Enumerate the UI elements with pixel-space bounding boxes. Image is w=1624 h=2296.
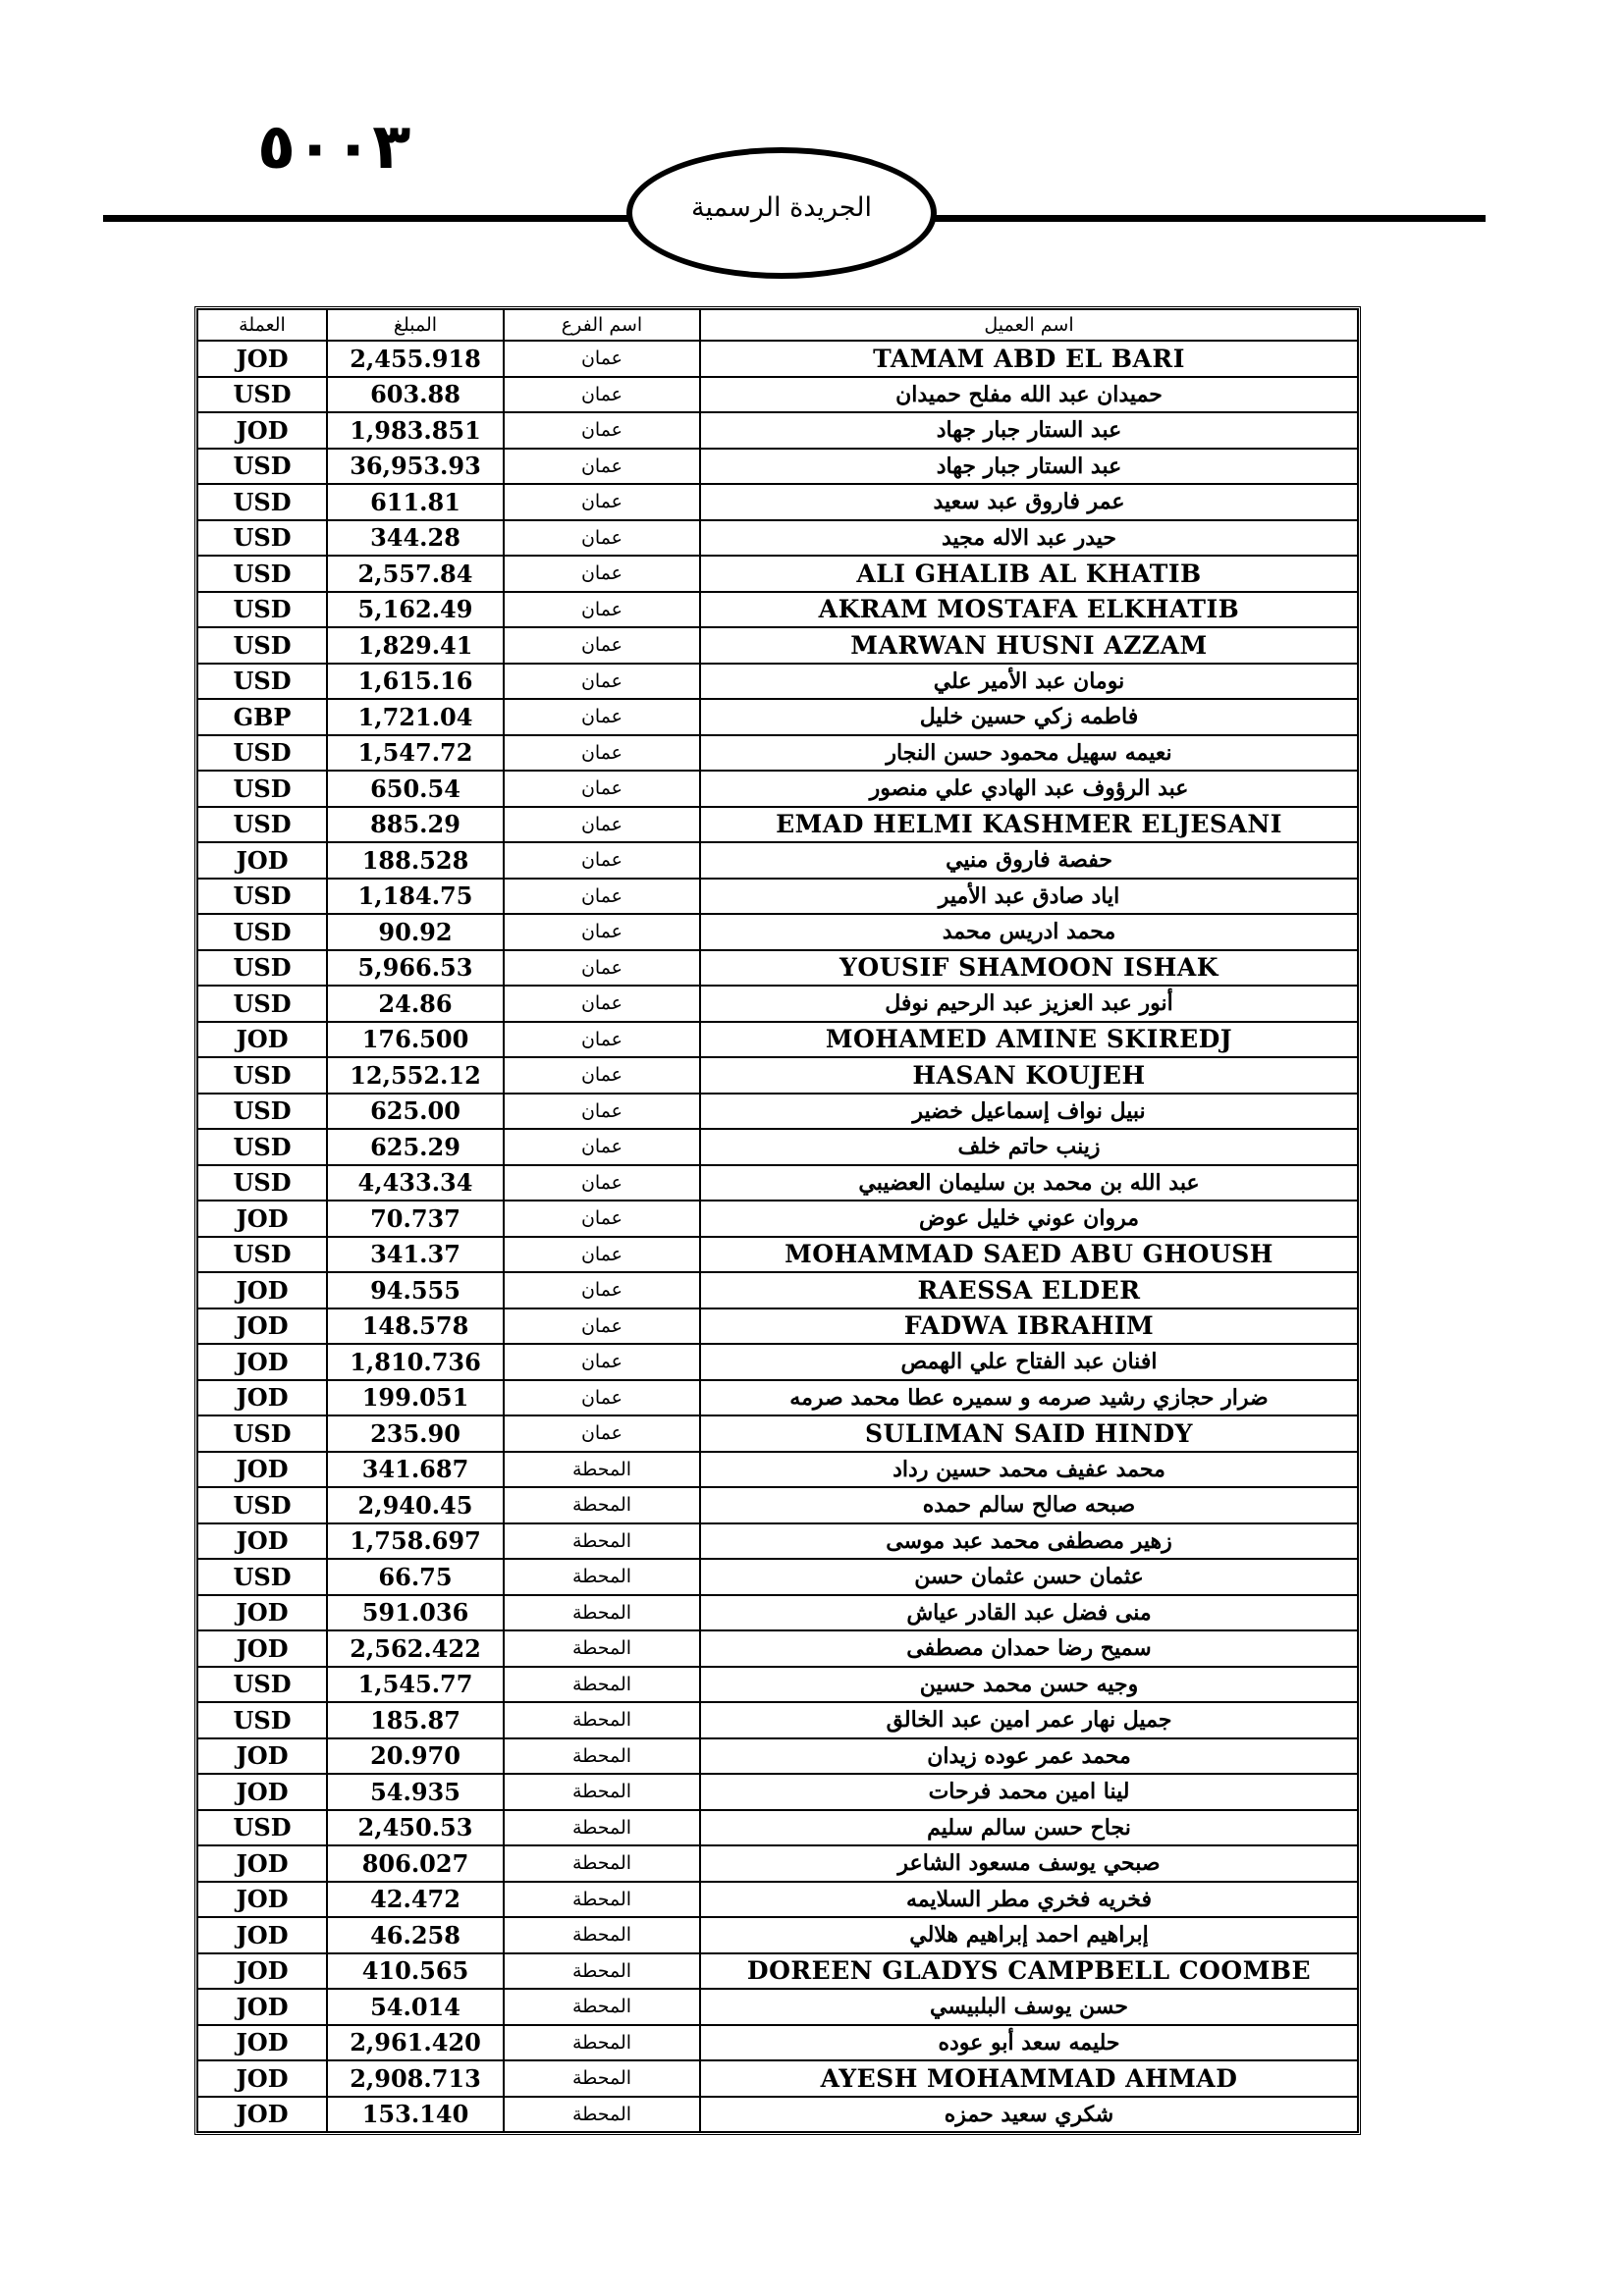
amount-cell: 12,552.12 bbox=[327, 1057, 504, 1094]
table-row bbox=[197, 556, 1358, 592]
amount-cell: 2,450.53 bbox=[327, 1810, 504, 1846]
table-row bbox=[197, 1559, 1358, 1595]
amount-cell: 625.29 bbox=[327, 1129, 504, 1165]
amount-cell: 90.92 bbox=[327, 914, 504, 950]
currency-cell: USD bbox=[197, 807, 327, 843]
header-amount: المبلغ bbox=[327, 309, 504, 341]
currency-cell: USD bbox=[197, 377, 327, 413]
currency-cell: USD bbox=[197, 520, 327, 557]
table-row bbox=[197, 1774, 1358, 1810]
table-row bbox=[197, 1380, 1358, 1416]
branch-cell: عمان bbox=[504, 914, 700, 950]
currency-cell: JOD bbox=[197, 1452, 327, 1488]
currency-cell: USD bbox=[197, 449, 327, 485]
branch-cell: المحطة bbox=[504, 1738, 700, 1775]
client-name-cell: AKRAM MOSTAFA ELKHATIB bbox=[700, 592, 1358, 628]
amount-cell: 5,966.53 bbox=[327, 950, 504, 987]
table-row bbox=[197, 807, 1358, 843]
client-name-cell: صبحه صالح سالم حمده bbox=[700, 1487, 1358, 1523]
table-row bbox=[197, 484, 1358, 520]
branch-cell: عمان bbox=[504, 771, 700, 807]
table-row bbox=[197, 1882, 1358, 1918]
amount-cell: 1,545.77 bbox=[327, 1667, 504, 1703]
amount-cell: 625.00 bbox=[327, 1094, 504, 1130]
amount-cell: 591.036 bbox=[327, 1595, 504, 1631]
table-row bbox=[197, 1022, 1358, 1058]
currency-cell: USD bbox=[197, 484, 327, 520]
currency-cell: JOD bbox=[197, 1953, 327, 1990]
client-name-cell: EMAD HELMI KASHMER ELJESANI bbox=[700, 807, 1358, 843]
table-row bbox=[197, 771, 1358, 807]
table-row bbox=[197, 341, 1358, 377]
table-row bbox=[197, 1702, 1358, 1738]
client-name-cell: صبحي يوسف مسعود الشاعر bbox=[700, 1845, 1358, 1882]
client-name-cell: سميح رضا حمدان مصطفى bbox=[700, 1630, 1358, 1667]
branch-cell: المحطة bbox=[504, 1630, 700, 1667]
currency-cell: JOD bbox=[197, 2097, 327, 2133]
branch-cell: عمان bbox=[504, 735, 700, 772]
client-name-cell: منى فضل عبد القادر عياش bbox=[700, 1595, 1358, 1631]
currency-cell: JOD bbox=[197, 412, 327, 449]
branch-cell: عمان bbox=[504, 1380, 700, 1416]
client-name-cell: حميدان عبد الله مفلح حميدان bbox=[700, 377, 1358, 413]
currency-cell: GBP bbox=[197, 699, 327, 735]
currency-cell: USD bbox=[197, 1057, 327, 1094]
branch-cell: عمان bbox=[504, 1201, 700, 1237]
table-row bbox=[197, 1237, 1358, 1273]
amount-cell: 603.88 bbox=[327, 377, 504, 413]
client-name-cell: اياد صادق عبد الأمير bbox=[700, 879, 1358, 915]
table-header-row bbox=[197, 309, 1358, 341]
amount-cell: 2,961.420 bbox=[327, 2025, 504, 2061]
amount-cell: 1,758.697 bbox=[327, 1523, 504, 1560]
client-name-cell: MARWAN HUSNI AZZAM bbox=[700, 627, 1358, 664]
client-name-cell: ALI GHALIB AL KHATIB bbox=[700, 556, 1358, 592]
table-row bbox=[197, 1630, 1358, 1667]
currency-cell: USD bbox=[197, 1702, 327, 1738]
currency-cell: USD bbox=[197, 1667, 327, 1703]
branch-cell: المحطة bbox=[504, 2060, 700, 2097]
branch-cell: عمان bbox=[504, 950, 700, 987]
table-row bbox=[197, 1272, 1358, 1308]
table-row bbox=[197, 1344, 1358, 1380]
amount-cell: 2,562.422 bbox=[327, 1630, 504, 1667]
amount-cell: 42.472 bbox=[327, 1882, 504, 1918]
amount-cell: 2,557.84 bbox=[327, 556, 504, 592]
client-name-cell: نبيل نواف إسماعيل خضير bbox=[700, 1094, 1358, 1130]
table-row bbox=[197, 592, 1358, 628]
currency-cell: JOD bbox=[197, 2060, 327, 2097]
currency-cell: JOD bbox=[197, 1738, 327, 1775]
branch-cell: عمان bbox=[504, 807, 700, 843]
currency-cell: USD bbox=[197, 1487, 327, 1523]
table-row bbox=[197, 2060, 1358, 2097]
branch-cell: عمان bbox=[504, 627, 700, 664]
branch-cell: عمان bbox=[504, 1344, 700, 1380]
branch-cell: عمان bbox=[504, 341, 700, 377]
client-name-cell: محمد عفيف محمد حسين رداد bbox=[700, 1452, 1358, 1488]
client-name-cell: AYESH MOHAMMAD AHMAD bbox=[700, 2060, 1358, 2097]
amount-cell: 24.86 bbox=[327, 986, 504, 1022]
amount-cell: 2,908.713 bbox=[327, 2060, 504, 2097]
branch-cell: عمان bbox=[504, 1272, 700, 1308]
amount-cell: 2,455.918 bbox=[327, 341, 504, 377]
branch-cell: عمان bbox=[504, 842, 700, 879]
client-name-cell: MOHAMMAD SAED ABU GHOUSH bbox=[700, 1237, 1358, 1273]
currency-cell: USD bbox=[197, 664, 327, 700]
page-number: ٥٠٠٣ bbox=[257, 111, 411, 184]
client-name-cell: جميل نهار عمر امين عبد الخالق bbox=[700, 1702, 1358, 1738]
branch-cell: عمان bbox=[504, 377, 700, 413]
table-row bbox=[197, 520, 1358, 557]
currency-cell: JOD bbox=[197, 842, 327, 879]
table-row bbox=[197, 1953, 1358, 1990]
branch-cell: المحطة bbox=[504, 1667, 700, 1703]
amount-cell: 1,721.04 bbox=[327, 699, 504, 735]
branch-cell: عمان bbox=[504, 1415, 700, 1452]
currency-cell: JOD bbox=[197, 1022, 327, 1058]
table-row bbox=[197, 1129, 1358, 1165]
branch-cell: المحطة bbox=[504, 1523, 700, 1560]
branch-cell: المحطة bbox=[504, 1810, 700, 1846]
table-row bbox=[197, 1057, 1358, 1094]
currency-cell: USD bbox=[197, 986, 327, 1022]
branch-cell: المحطة bbox=[504, 2097, 700, 2133]
branch-cell: عمان bbox=[504, 1237, 700, 1273]
client-name-cell: محمد عمر عوده زيدان bbox=[700, 1738, 1358, 1775]
amount-cell: 36,953.93 bbox=[327, 449, 504, 485]
branch-cell: المحطة bbox=[504, 1953, 700, 1990]
currency-cell: USD bbox=[197, 556, 327, 592]
client-name-cell: وجيه حسن محمد حسين bbox=[700, 1667, 1358, 1703]
currency-cell: USD bbox=[197, 1810, 327, 1846]
branch-cell: المحطة bbox=[504, 1559, 700, 1595]
table-row bbox=[197, 377, 1358, 413]
amount-cell: 153.140 bbox=[327, 2097, 504, 2133]
currency-cell: JOD bbox=[197, 1989, 327, 2025]
currency-cell: USD bbox=[197, 771, 327, 807]
currency-cell: USD bbox=[197, 1559, 327, 1595]
amount-cell: 70.737 bbox=[327, 1201, 504, 1237]
client-name-cell: زهير مصطفى محمد عبد موسى bbox=[700, 1523, 1358, 1560]
amount-cell: 199.051 bbox=[327, 1380, 504, 1416]
header-branch: اسم الفرع bbox=[504, 309, 700, 341]
amount-cell: 5,162.49 bbox=[327, 592, 504, 628]
amount-cell: 1,615.16 bbox=[327, 664, 504, 700]
branch-cell: عمان bbox=[504, 1022, 700, 1058]
client-name-cell: افنان عبد الفتاح علي الهمص bbox=[700, 1344, 1358, 1380]
table-row bbox=[197, 1810, 1358, 1846]
branch-cell: عمان bbox=[504, 592, 700, 628]
client-name-cell: حسن يوسف البلبيسي bbox=[700, 1989, 1358, 2025]
client-name-cell: HASAN KOUJEH bbox=[700, 1057, 1358, 1094]
header-currency: العملة bbox=[197, 309, 327, 341]
branch-cell: المحطة bbox=[504, 1917, 700, 1953]
client-name-cell: TAMAM ABD EL BARI bbox=[700, 341, 1358, 377]
amount-cell: 650.54 bbox=[327, 771, 504, 807]
amount-cell: 1,184.75 bbox=[327, 879, 504, 915]
client-name-cell: فخريه فخري مطر السلايمه bbox=[700, 1882, 1358, 1918]
client-name-cell: محمد ادريس محمد bbox=[700, 914, 1358, 950]
client-name-cell: SULIMAN SAID HINDY bbox=[700, 1415, 1358, 1452]
table-row bbox=[197, 699, 1358, 735]
client-name-cell: أنور عبد العزيز عبد الرحيم نوفل bbox=[700, 986, 1358, 1022]
amount-cell: 341.687 bbox=[327, 1452, 504, 1488]
currency-cell: JOD bbox=[197, 1308, 327, 1345]
branch-cell: عمان bbox=[504, 484, 700, 520]
table-row bbox=[197, 1487, 1358, 1523]
client-name-cell: YOUSIF SHAMOON ISHAK bbox=[700, 950, 1358, 987]
currency-cell: USD bbox=[197, 1165, 327, 1201]
branch-cell: عمان bbox=[504, 1165, 700, 1201]
amount-cell: 54.014 bbox=[327, 1989, 504, 2025]
amount-cell: 46.258 bbox=[327, 1917, 504, 1953]
currency-cell: JOD bbox=[197, 341, 327, 377]
table-row bbox=[197, 1738, 1358, 1775]
table-row bbox=[197, 2097, 1358, 2133]
branch-cell: المحطة bbox=[504, 1774, 700, 1810]
amount-cell: 176.500 bbox=[327, 1022, 504, 1058]
branch-cell: عمان bbox=[504, 986, 700, 1022]
header-client-name: اسم العميل bbox=[700, 309, 1358, 341]
table-body bbox=[197, 341, 1358, 2132]
table-row bbox=[197, 2025, 1358, 2061]
branch-cell: المحطة bbox=[504, 2025, 700, 2061]
unclaimed-balances-table bbox=[194, 306, 1361, 2135]
table-row bbox=[197, 842, 1358, 879]
branch-cell: المحطة bbox=[504, 1989, 700, 2025]
currency-cell: USD bbox=[197, 1094, 327, 1130]
table-row bbox=[197, 1415, 1358, 1452]
currency-cell: JOD bbox=[197, 1272, 327, 1308]
branch-cell: عمان bbox=[504, 556, 700, 592]
currency-cell: JOD bbox=[197, 1630, 327, 1667]
client-name-cell: نعيمه سهيل محمود حسن النجار bbox=[700, 735, 1358, 772]
client-name-cell: نومان عبد الأمير علي bbox=[700, 664, 1358, 700]
client-name-cell: فاطمه زكي حسين خليل bbox=[700, 699, 1358, 735]
currency-cell: JOD bbox=[197, 1344, 327, 1380]
amount-cell: 1,829.41 bbox=[327, 627, 504, 664]
table-row bbox=[197, 1845, 1358, 1882]
amount-cell: 20.970 bbox=[327, 1738, 504, 1775]
currency-cell: JOD bbox=[197, 1845, 327, 1882]
table-row bbox=[197, 879, 1358, 915]
client-name-cell: RAESSA ELDER bbox=[700, 1272, 1358, 1308]
client-name-cell: عبد الرؤوف عبد الهادي علي منصور bbox=[700, 771, 1358, 807]
table-row bbox=[197, 1667, 1358, 1703]
currency-cell: JOD bbox=[197, 1917, 327, 1953]
table-row bbox=[197, 627, 1358, 664]
branch-cell: المحطة bbox=[504, 1845, 700, 1882]
table-row bbox=[197, 412, 1358, 449]
currency-cell: JOD bbox=[197, 2025, 327, 2061]
client-name-cell: عبد الستار جبار جهاد bbox=[700, 449, 1358, 485]
amount-cell: 66.75 bbox=[327, 1559, 504, 1595]
amount-cell: 235.90 bbox=[327, 1415, 504, 1452]
amount-cell: 2,940.45 bbox=[327, 1487, 504, 1523]
table-row bbox=[197, 664, 1358, 700]
currency-cell: USD bbox=[197, 1237, 327, 1273]
branch-cell: المحطة bbox=[504, 1702, 700, 1738]
branch-cell: عمان bbox=[504, 1094, 700, 1130]
table-row bbox=[197, 1165, 1358, 1201]
client-name-cell: حيدر عبد الاله مجيد bbox=[700, 520, 1358, 557]
branch-cell: المحطة bbox=[504, 1487, 700, 1523]
table-row bbox=[197, 1989, 1358, 2025]
amount-cell: 344.28 bbox=[327, 520, 504, 557]
branch-cell: المحطة bbox=[504, 1595, 700, 1631]
table-row bbox=[197, 1452, 1358, 1488]
branch-cell: عمان bbox=[504, 1129, 700, 1165]
branch-cell: عمان bbox=[504, 412, 700, 449]
table-row bbox=[197, 1201, 1358, 1237]
table-row bbox=[197, 914, 1358, 950]
currency-cell: USD bbox=[197, 1129, 327, 1165]
currency-cell: USD bbox=[197, 879, 327, 915]
amount-cell: 185.87 bbox=[327, 1702, 504, 1738]
amount-cell: 885.29 bbox=[327, 807, 504, 843]
table-row bbox=[197, 1094, 1358, 1130]
currency-cell: USD bbox=[197, 914, 327, 950]
client-name-cell: FADWA IBRAHIM bbox=[700, 1308, 1358, 1345]
amount-cell: 4,433.34 bbox=[327, 1165, 504, 1201]
client-name-cell: DOREEN GLADYS CAMPBELL COOMBE bbox=[700, 1953, 1358, 1990]
branch-cell: عمان bbox=[504, 520, 700, 557]
client-name-cell: حليمه سعد أبو عوده bbox=[700, 2025, 1358, 2061]
amount-cell: 1,810.736 bbox=[327, 1344, 504, 1380]
amount-cell: 806.027 bbox=[327, 1845, 504, 1882]
client-name-cell: حفصة فاروق منيي bbox=[700, 842, 1358, 879]
table-row bbox=[197, 950, 1358, 987]
currency-cell: USD bbox=[197, 735, 327, 772]
currency-cell: USD bbox=[197, 950, 327, 987]
amount-cell: 188.528 bbox=[327, 842, 504, 879]
currency-cell: JOD bbox=[197, 1201, 327, 1237]
table-row bbox=[197, 986, 1358, 1022]
client-name-cell: نجاح حسن سالم سليم bbox=[700, 1810, 1358, 1846]
currency-cell: USD bbox=[197, 1415, 327, 1452]
client-name-cell: عبد الستار جبار جهاد bbox=[700, 412, 1358, 449]
branch-cell: عمان bbox=[504, 699, 700, 735]
header-ellipse bbox=[626, 147, 937, 279]
table-row bbox=[197, 1917, 1358, 1953]
currency-cell: JOD bbox=[197, 1380, 327, 1416]
amount-cell: 410.565 bbox=[327, 1953, 504, 1990]
client-name-cell: زينب حاتم خلف bbox=[700, 1129, 1358, 1165]
table-row bbox=[197, 1308, 1358, 1345]
client-name-cell: عبد الله بن محمد بن سليمان العضيبي bbox=[700, 1165, 1358, 1201]
branch-cell: عمان bbox=[504, 1308, 700, 1345]
amount-cell: 611.81 bbox=[327, 484, 504, 520]
client-name-cell: عثمان حسن عثمان حسن bbox=[700, 1559, 1358, 1595]
client-name-cell: إبراهيم احمد إبراهيم هلالي bbox=[700, 1917, 1358, 1953]
client-name-cell: شكري سعيد حمزه bbox=[700, 2097, 1358, 2133]
table-row bbox=[197, 735, 1358, 772]
branch-cell: عمان bbox=[504, 449, 700, 485]
client-name-cell: ضرار حجازي رشيد صرمه و سميره عطا محمد صرمه bbox=[700, 1380, 1358, 1416]
branch-cell: عمان bbox=[504, 879, 700, 915]
amount-cell: 341.37 bbox=[327, 1237, 504, 1273]
branch-cell: عمان bbox=[504, 664, 700, 700]
currency-cell: USD bbox=[197, 592, 327, 628]
client-name-cell: لينا امين محمد فرحات bbox=[700, 1774, 1358, 1810]
amount-cell: 1,983.851 bbox=[327, 412, 504, 449]
branch-cell: المحطة bbox=[504, 1882, 700, 1918]
amount-cell: 1,547.72 bbox=[327, 735, 504, 772]
amount-cell: 148.578 bbox=[327, 1308, 504, 1345]
currency-cell: JOD bbox=[197, 1774, 327, 1810]
table-row bbox=[197, 449, 1358, 485]
currency-cell: JOD bbox=[197, 1523, 327, 1560]
branch-cell: عمان bbox=[504, 1057, 700, 1094]
amount-cell: 94.555 bbox=[327, 1272, 504, 1308]
client-name-cell: MOHAMED AMINE SKIREDJ bbox=[700, 1022, 1358, 1058]
currency-cell: USD bbox=[197, 627, 327, 664]
amount-cell: 54.935 bbox=[327, 1774, 504, 1810]
client-name-cell: عمر فاروق عبد سعيد bbox=[700, 484, 1358, 520]
branch-cell: المحطة bbox=[504, 1452, 700, 1488]
currency-cell: JOD bbox=[197, 1595, 327, 1631]
table-row bbox=[197, 1595, 1358, 1631]
client-name-cell: مروان عوني خليل عوض bbox=[700, 1201, 1358, 1237]
table-row bbox=[197, 1523, 1358, 1560]
currency-cell: JOD bbox=[197, 1882, 327, 1918]
header-title: الجريدة الرسمية bbox=[691, 192, 872, 223]
